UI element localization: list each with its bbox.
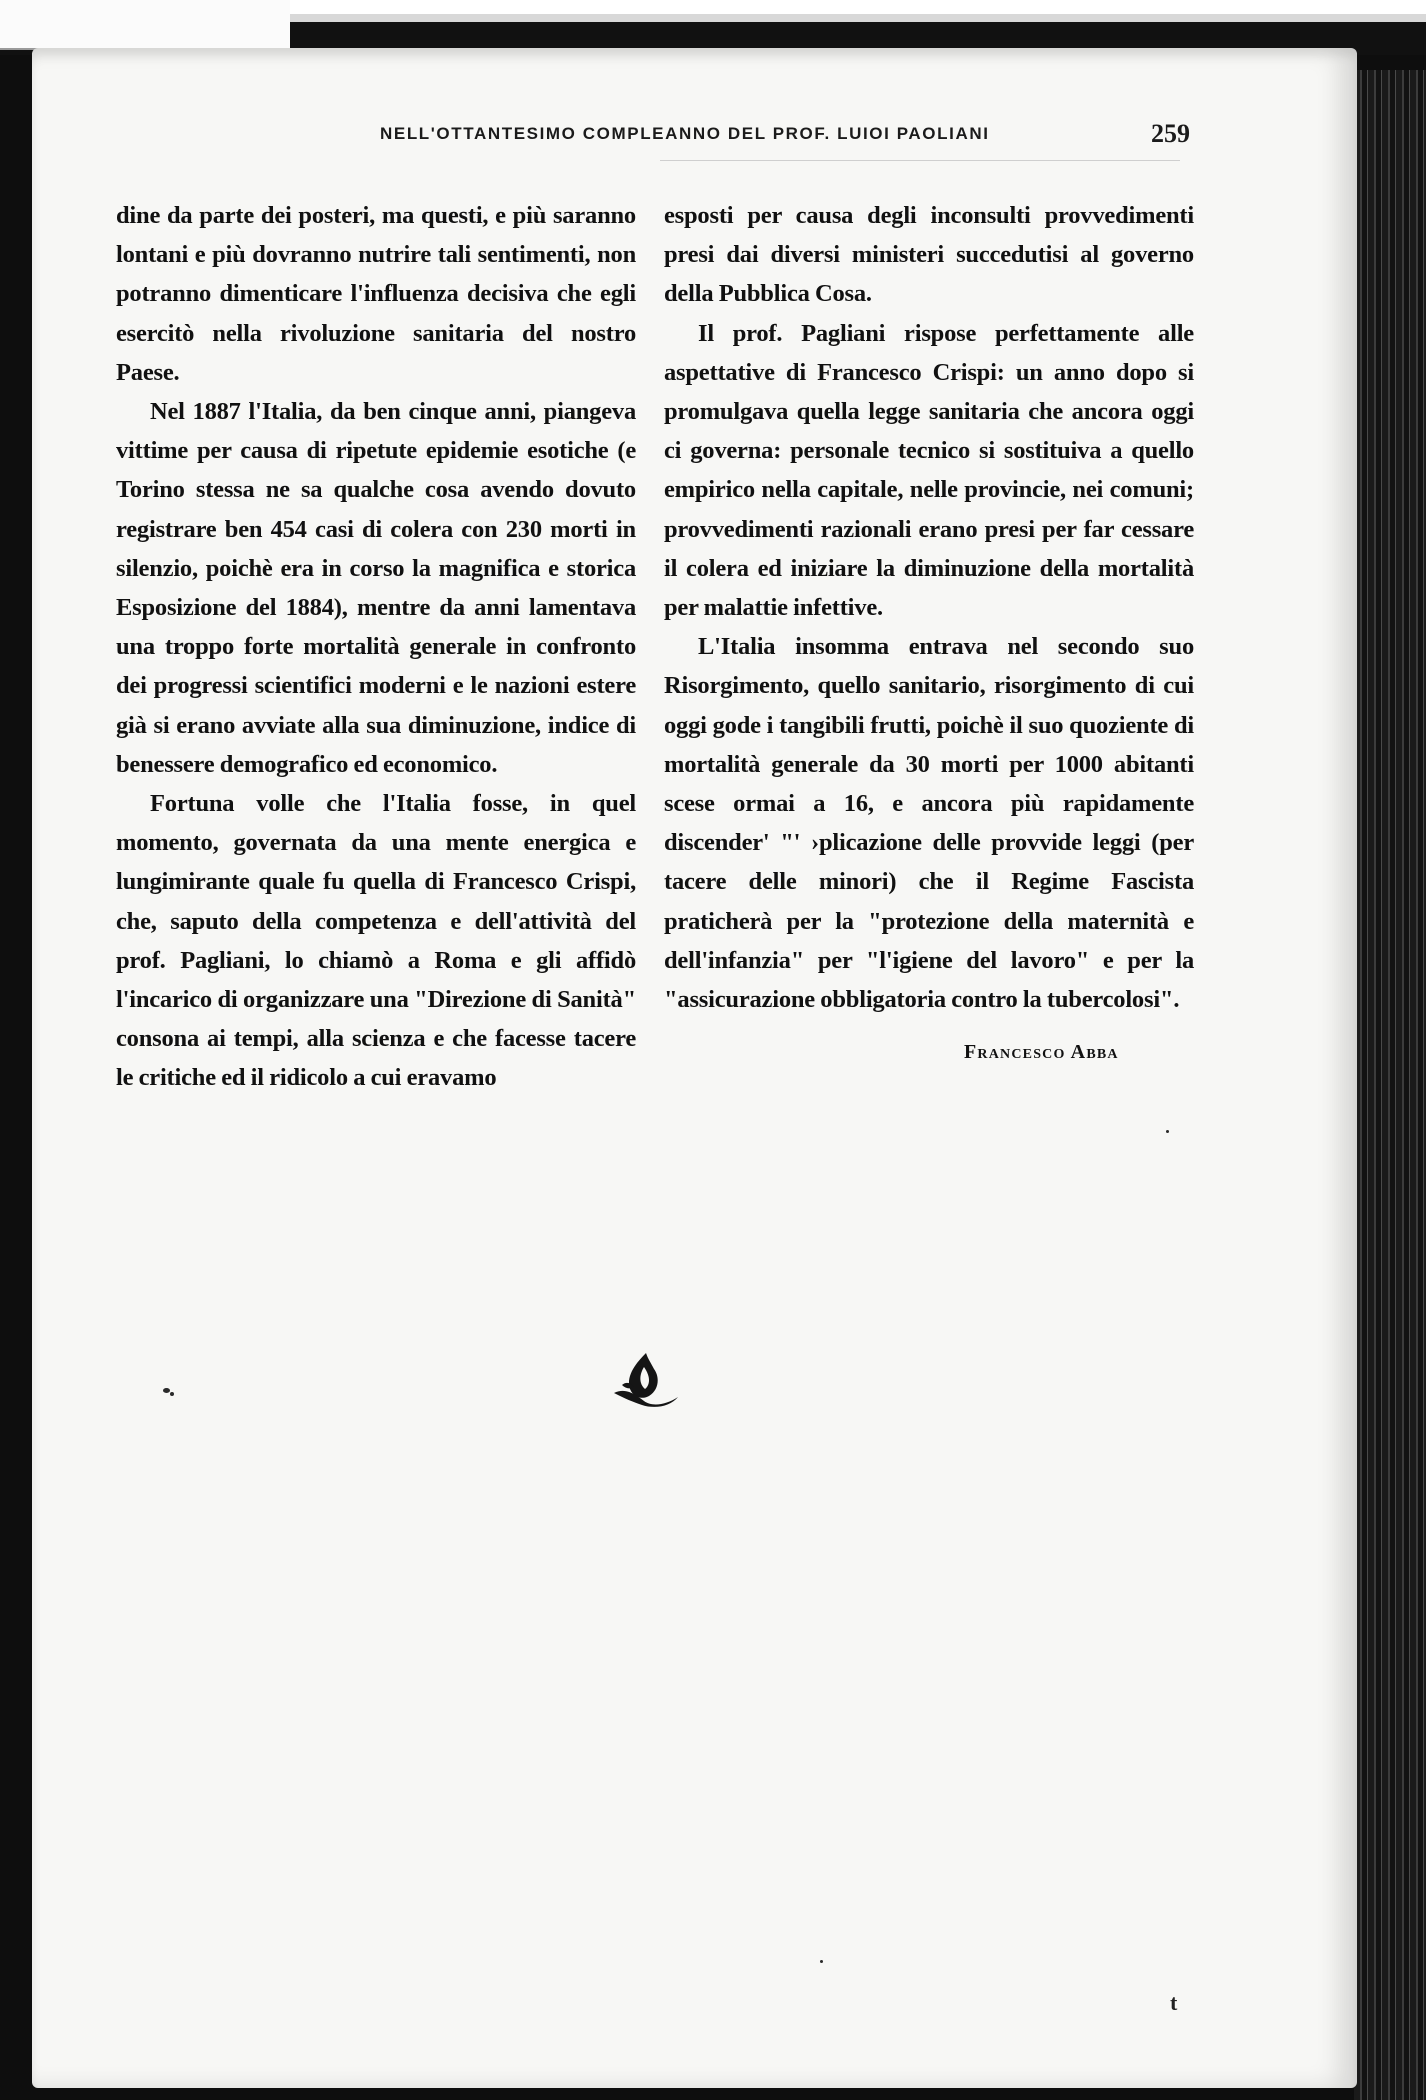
- right-column: [664, 196, 1194, 1019]
- left-column: [116, 196, 636, 1098]
- paragraph: L'Italia insomma entrava nel secondo suo Risorgimento, quello sanitario, risorgimento di cui oggi gode i tangibili frutti, poichè il suo quoziente di mortalità generale da 30 morti per 1000 abitanti scese ormai a 16, e ancora più rapidamente discender' "' ›plicazione delle provvide leggi (per tacere delle minori) che il Regime Fascista praticherà per la "protezione della maternità e dell'infanzia" per "l'igiene del lavoro" e per la "assicurazione obbligatoria contro la tubercolosi".: [664, 633, 1194, 1014]
- dust-speck: [1166, 1130, 1169, 1133]
- page-number: 259: [1151, 119, 1190, 148]
- running-head: NELL'OTTANTESIMO COMPLEANNO DEL PROF. LUIOI PAOLIANI: [380, 124, 990, 143]
- paragraph: dine da parte dei posteri, ma questi, e più saranno lontani e più dovranno nutrire tali sentimenti, non potranno dimenticare l'influenza decisiva che egli esercitò nella rivoluzione sanitaria del nostro Paese.: [116, 202, 636, 386]
- scan-paper-tab: [0, 0, 290, 50]
- paragraph: esposti per causa degli inconsulti provvedimenti presi dai diversi ministeri succedutisi al governo della Pubblica Cosa.: [664, 202, 1194, 308]
- decorative-ornament-icon: [608, 1351, 682, 1409]
- margin-mark: t: [1170, 1990, 1178, 2015]
- dust-speck: [163, 1388, 170, 1393]
- dust-speck: [170, 1392, 174, 1396]
- header-rule: [660, 160, 1180, 161]
- dust-speck: [820, 1960, 823, 1963]
- author-signature: Francesco Abba: [964, 1041, 1119, 1063]
- page-header: [380, 119, 1190, 154]
- paragraph: Fortuna volle che l'Italia fosse, in quel momento, governata da una mente energica e lungimirante quale fu quella di Francesco Crispi, che, saputo della competenza e dell'attività del prof. Pagliani, lo chiamò a Roma e gli affidò l'incarico di organizzare una "Direzione di Sanità" consona ai tempi, alla scienza e che facesse tacere le critiche ed il ridicolo a cui eravamo: [116, 790, 636, 1092]
- paragraph: Nel 1887 l'Italia, da ben cinque anni, piangeva vittime per causa di ripetute epidemie esotiche (e Torino stessa ne sa qualche cosa avendo dovuto registrare ben 454 casi di colera con 230 morti in silenzio, poichè era in corso la magnifica e storica Esposizione del 1884), mentre da anni lamentava una troppo forte mortalità generale in confronto dei progressi scientifici moderni e le nazioni estere già si erano avviate alla sua diminuzione, indice di benessere demografico ed economico.: [116, 398, 636, 778]
- paragraph: Il prof. Pagliani rispose perfettamente alle aspettative di Francesco Crispi: un anno dopo si promulgava quella legge sanitaria che ancora oggi ci governa: personale tecnico si sostituiva a quello empirico nella capitale, nelle provincie, nei comuni; provvedimenti razionali erano presi per far cessare il colera ed iniziare la diminuzione della mortalità per malattie infettive.: [664, 319, 1194, 622]
- book-page-edges: [1354, 70, 1426, 2100]
